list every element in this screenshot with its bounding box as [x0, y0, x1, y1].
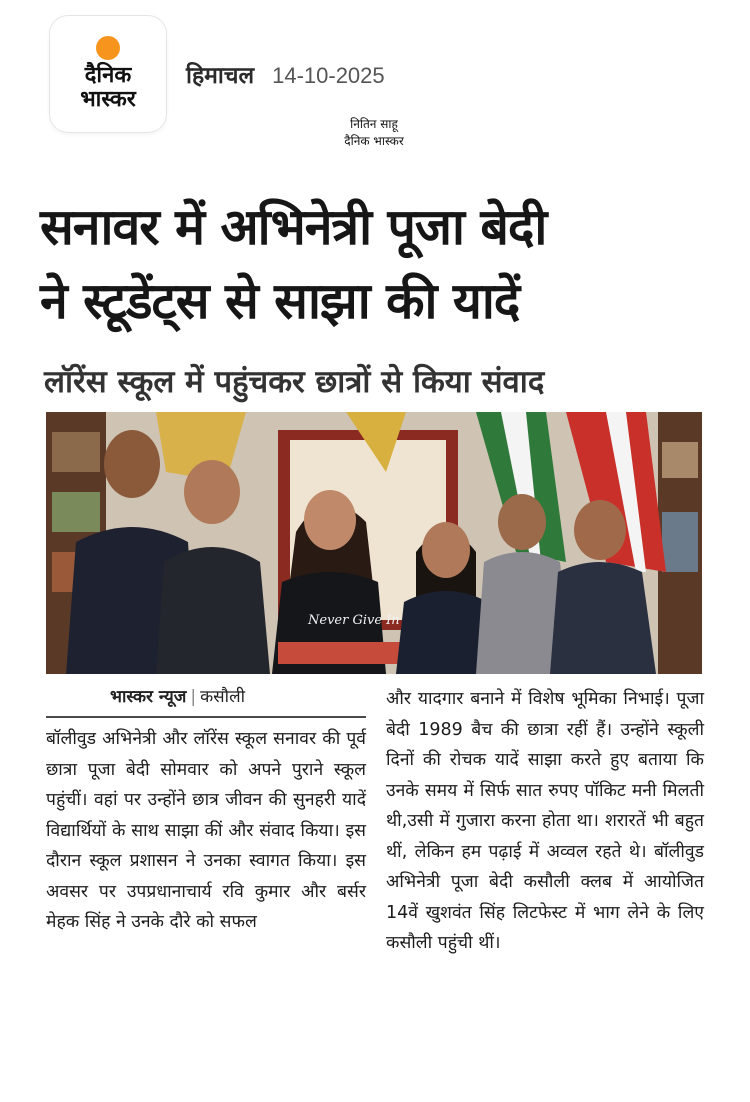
article-column-left: बॉलीवुड अभिनेत्री और लॉरेंस स्कूल सनावर की पूर्व छात्रा पूजा बेदी सोमवार को अपने पुराने स्कूल पहुंचीं। वहां पर उन्होंने छात्र जीवन की सुनहरी यादें विद्यार्थियों के साथ साझा कीं और संवाद किया। इस दौरान स्कूल प्रशासन ने उनका स्वागत किया। इस अवसर पर उपप्रधानाचार्य रवि कुमार और बर्सर मेहक सिंह ने उनके दौरे को सफल — [46, 729, 366, 932]
headline-line2: ने स्टूडेंट्स से साझा की यादें — [40, 272, 520, 330]
column-rule — [46, 716, 366, 718]
byline — [300, 116, 448, 150]
group-photo — [46, 412, 702, 674]
logo-text-line1: दैनिक — [84, 63, 132, 88]
subheadline: लॉरेंस स्कूल में पहुंचकर छात्रों से किया संवाद — [44, 364, 545, 400]
edition-region: हिमाचल — [186, 63, 255, 89]
sun-icon — [96, 36, 120, 60]
article-column-right: और यादगार बनाने में विशेष भूमिका निभाई। पूजा बेदी 1989 बैच की छात्रा रहीं हैं। उन्होंने स्कूली दिनों की रोचक यादें साझा करते हुए बताया कि उनके समय में सिर्फ सात रुपए पॉकिट मनी मिलती थी,उसी में गुजारा करना होता था। शरारतें भी बहुत थीं, लेकिन हम पढ़ाई में अव्वल रहते थे। बॉलीवुड अभिनेत्री पूजा बेदी कसौली क्लब में आयोजित 14वें खुशवंत सिंह लिटफेस्ट में भाग लेने के लिए कसौली पहुंची थीं। — [386, 689, 704, 953]
byline-org: दैनिक भास्कर — [344, 134, 404, 148]
credit-source: भास्कर न्यूज — [110, 687, 187, 707]
logo-text-line2: भास्कर — [80, 87, 136, 112]
tshirt-text: Never Give In — [308, 613, 400, 628]
headline-line1: सनावर में अभिनेत्री पूजा बेदी — [40, 198, 547, 256]
dainik-bhaskar-logo — [50, 16, 166, 132]
edition-date: 14-10-2025 — [272, 63, 385, 88]
group-photo-illustration — [46, 412, 702, 674]
edition-header — [186, 58, 385, 90]
credit-separator: | — [190, 687, 197, 707]
headline — [40, 190, 720, 338]
credit-place: कसौली — [200, 687, 246, 707]
news-credit — [110, 684, 245, 707]
byline-name: नितिन साहू — [350, 117, 398, 131]
